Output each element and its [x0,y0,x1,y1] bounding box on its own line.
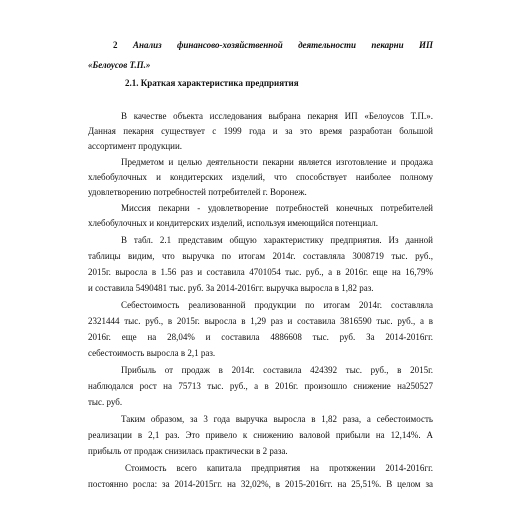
section-title: Анализ финансово-хозяйственной деятельности пекарни ИП [133,40,433,50]
text-line: Таким образом, за 3 года выручка выросла в 1,82 раза, а себестоимость [121,414,433,424]
text-line: реализации в 2,1 раз. Это привело к снижению валовой прибыли на 12,14%. А [88,430,433,440]
text-line: наблюдался рост на 75713 тыс. руб., а в 2016г. произошло снижение на250527 [88,381,433,391]
text-line: 2015г. выросла в 1.56 раз и составила 4701054 тыс. руб., а в 2016г. еще на 16,79% [88,267,433,277]
text-line: и составила 5490481 тыс. руб. За 2014-2016гг. выручка выросла в 1,82 раз. [88,283,374,293]
text-line: 2016г. еще на 28,04% и составила 4886608 тыс. руб. За 2014-2016гг. [88,332,433,342]
text-line: постоянно росла: за 2014-2015гг. на 32,02%, в 2015-2016гг. на 25,51%. В целом за [88,479,433,489]
text-line: таблицы видим, что выручка по итогам 2014г. составляла 3008719 тыс. руб., [88,251,433,261]
text-line: ассортимент продукции. [88,141,183,151]
section-number: 2 [113,40,118,50]
text-line: Себестоимость реализованной продукции по итогам 2014г. составляла [121,300,433,310]
text-line: удовлетворению потребностей потребителей г. Воронеж. [88,187,307,197]
subsection-title: 2.1. Краткая характеристика предприятия [125,78,299,88]
text-line: Прибыль от продаж в 2014г. составила 424392 тыс. руб., в 2015г. [121,365,433,375]
text-line: себестоимость выросла в 2,1 раз. [88,348,216,358]
text-line: хлебобулочных и кондитерских изделий, что способствует наиболее полному [88,172,433,182]
text-line: Предметом и целью деятельности пекарни является изготовление и продажа [121,157,433,167]
text-line: В качестве объекта исследования выбрана пекарня ИП «Белоусов Т.П.». [121,111,433,121]
text-line: прибыль от продаж снизилась практически в 2 раза. [88,446,288,456]
text-line: Миссия пекарни - удовлетворение потребностей конечных потребителей [121,203,433,213]
section-title-cont: «Белоусов Т.П.» [88,60,151,70]
text-line: Данная пекарня существует с 1999 года и за это время разработан большой [88,126,433,136]
text-line: 2321444 тыс. руб., в 2015г. выросла в 1,29 раз и составила 3816590 тыс. руб., а в [88,316,433,326]
text-line: хлебобулочных и кондитерских изделий, используя имеющийся потенциал. [88,218,378,228]
text-line: Стоимость всего капитала предприятия на протяжении 2014-2016гг. [125,463,433,473]
text-line: тыс. руб. [88,397,123,407]
text-line: В табл. 2.1 представим общую характеристику предприятия. Из данной [121,235,433,245]
